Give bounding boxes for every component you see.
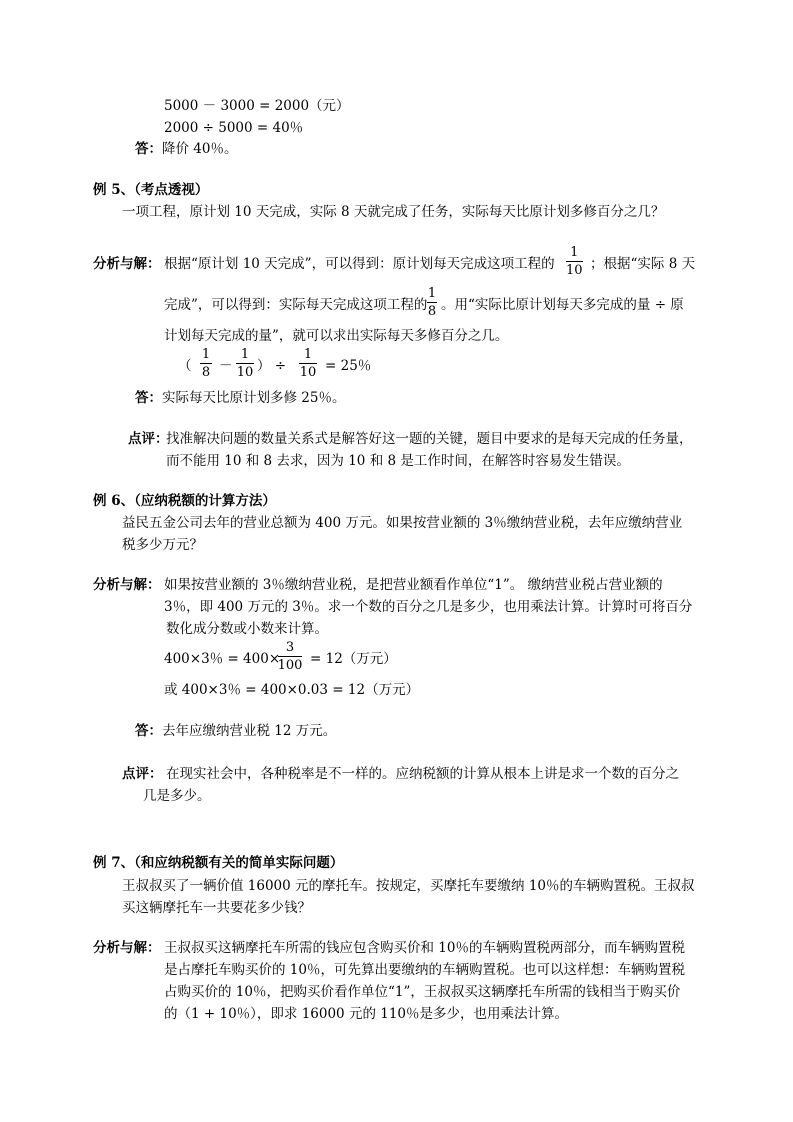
answer-label: 答： — [135, 141, 162, 157]
eq-close-divide: ） ÷ — [257, 358, 287, 374]
analysis-line-2: 完成”，可以得到：实际每天完成这项工程的 — [164, 297, 428, 313]
answer-label: 答： — [135, 723, 162, 739]
eq-fraction-1-8: 1 8 — [201, 347, 211, 380]
answer-label: 答： — [135, 390, 162, 406]
eq-fraction-1-10: 1 10 — [236, 347, 254, 380]
example-7-problem-2: 买这辆摩托车一共要花多少钱？ — [122, 900, 311, 916]
example-7-title: 例 7、（和应纳税额有关的简单实际问题） — [93, 855, 344, 871]
calc-line-2: 2000 ÷ 5000 = 40％ — [164, 120, 304, 136]
eq2: 或 400×3％ = 400×0.03 = 12（万元） — [164, 682, 420, 698]
analysis-label: 分析与解： — [93, 256, 161, 272]
eq-result: = 25％ — [325, 358, 372, 374]
fraction-1-10: 1 10 — [566, 245, 583, 278]
example-7-problem-1: 王叔叔买了一辆价值 16000 元的摩托车。按规定，买摩托车要缴纳 10％的车辆购置税。王叔叔 — [122, 878, 695, 894]
example-6-problem-1: 益民五金公司去年的营业总额为 400 万元。如果按营业额的 3％缴纳营业税，去年应缴纳营业 — [122, 515, 683, 531]
answer-text: 实际每天比原计划多修 25％。 — [162, 390, 346, 406]
example-5-title: 例 5、（考点透视） — [93, 182, 209, 198]
fraction-3-100: 3 100 — [277, 640, 303, 673]
eq-minus: － — [219, 358, 233, 374]
analysis-line-1: 根据“原计划 10 天完成”，可以得到：原计划每天完成这项工程的 — [164, 256, 555, 272]
answer-text: 去年应缴纳营业税 12 万元。 — [162, 723, 337, 739]
answer-row — [135, 139, 237, 159]
analysis-line-2: 是占摩托车购买价的 10％，可先算出要缴纳的车辆购置税。也可以这样想：车辆购置税 — [164, 962, 685, 978]
eq1-left: 400×3％ = 400× — [164, 651, 281, 667]
fraction-1-8: 1 8 — [427, 286, 437, 319]
analysis-line-1: 王叔叔买这辆摩托车所需的钱应包含购买价和 10％的车辆购置税两部分，而车辆购置税 — [164, 940, 685, 956]
comment-line-2: 几是多少。 — [143, 788, 211, 804]
analysis-line-2: 3％，即 400 万元的 3％。求一个数的百分之几是多少，也用乘法计算。计算时可将百分 — [164, 599, 693, 615]
example-6-title: 例 6、（应纳税额的计算方法） — [93, 493, 276, 509]
analysis-label: 分析与解： — [93, 577, 161, 593]
analysis-line-1-tail: ；根据“实际 8 天 — [590, 256, 696, 272]
analysis-line-3: 占购买价的 10％，把购买价看作单位“1”，王叔叔买这辆摩托车所需的钱相当于购买价 — [164, 984, 681, 1000]
analysis-line-1: 如果按营业额的 3％缴纳营业税，是把营业额看作单位“1”。 缴纳营业税占营业额的 — [164, 577, 663, 593]
eq1-right: = 12（万元） — [310, 651, 397, 667]
comment-line-1: 找准解决问题的数量关系式是解答好这一题的关键，题目中要求的是每天完成的任务量， — [166, 431, 693, 447]
eq-fraction-1-10-b: 1 10 — [299, 347, 317, 380]
comment-line-2: 而不能用 10 和 8 去求，因为 10 和 8 是工作时间，在解答时容易发生错误。 — [166, 453, 630, 469]
analysis-line-3: 计划每天完成的量”，就可以求出实际每天多修百分之几。 — [164, 328, 509, 344]
analysis-line-2-tail: 。用“实际比原计划每天多完成的量 ÷ 原 — [441, 297, 684, 313]
calc-line-1: 5000 － 3000 = 2000（元） — [164, 98, 350, 114]
example-5-problem: 一项工程，原计划 10 天完成，实际 8 天就完成了任务，实际每天比原计划多修百分之几？ — [122, 204, 665, 220]
answer-text: 降价 40％。 — [162, 141, 238, 157]
analysis-line-3: 数化成分数或小数来计算。 — [166, 621, 328, 637]
analysis-line-4: 的（1 + 10％），即求 16000 元的 110％是多少，也用乘法计算。 — [164, 1006, 568, 1022]
example-5-answer — [135, 388, 345, 408]
comment-line-1: 在现实社会中，各种税率是不一样的。应纳税额的计算从根本上讲是求一个数的百分之 — [166, 766, 679, 782]
comment-label: 点评： — [122, 766, 163, 782]
analysis-label: 分析与解： — [93, 940, 161, 956]
example-6-problem-2: 税多少万元？ — [122, 537, 203, 553]
eq-open-paren: （ — [178, 358, 192, 374]
example-6-answer — [135, 721, 336, 741]
comment-label: 点评： — [128, 431, 169, 447]
